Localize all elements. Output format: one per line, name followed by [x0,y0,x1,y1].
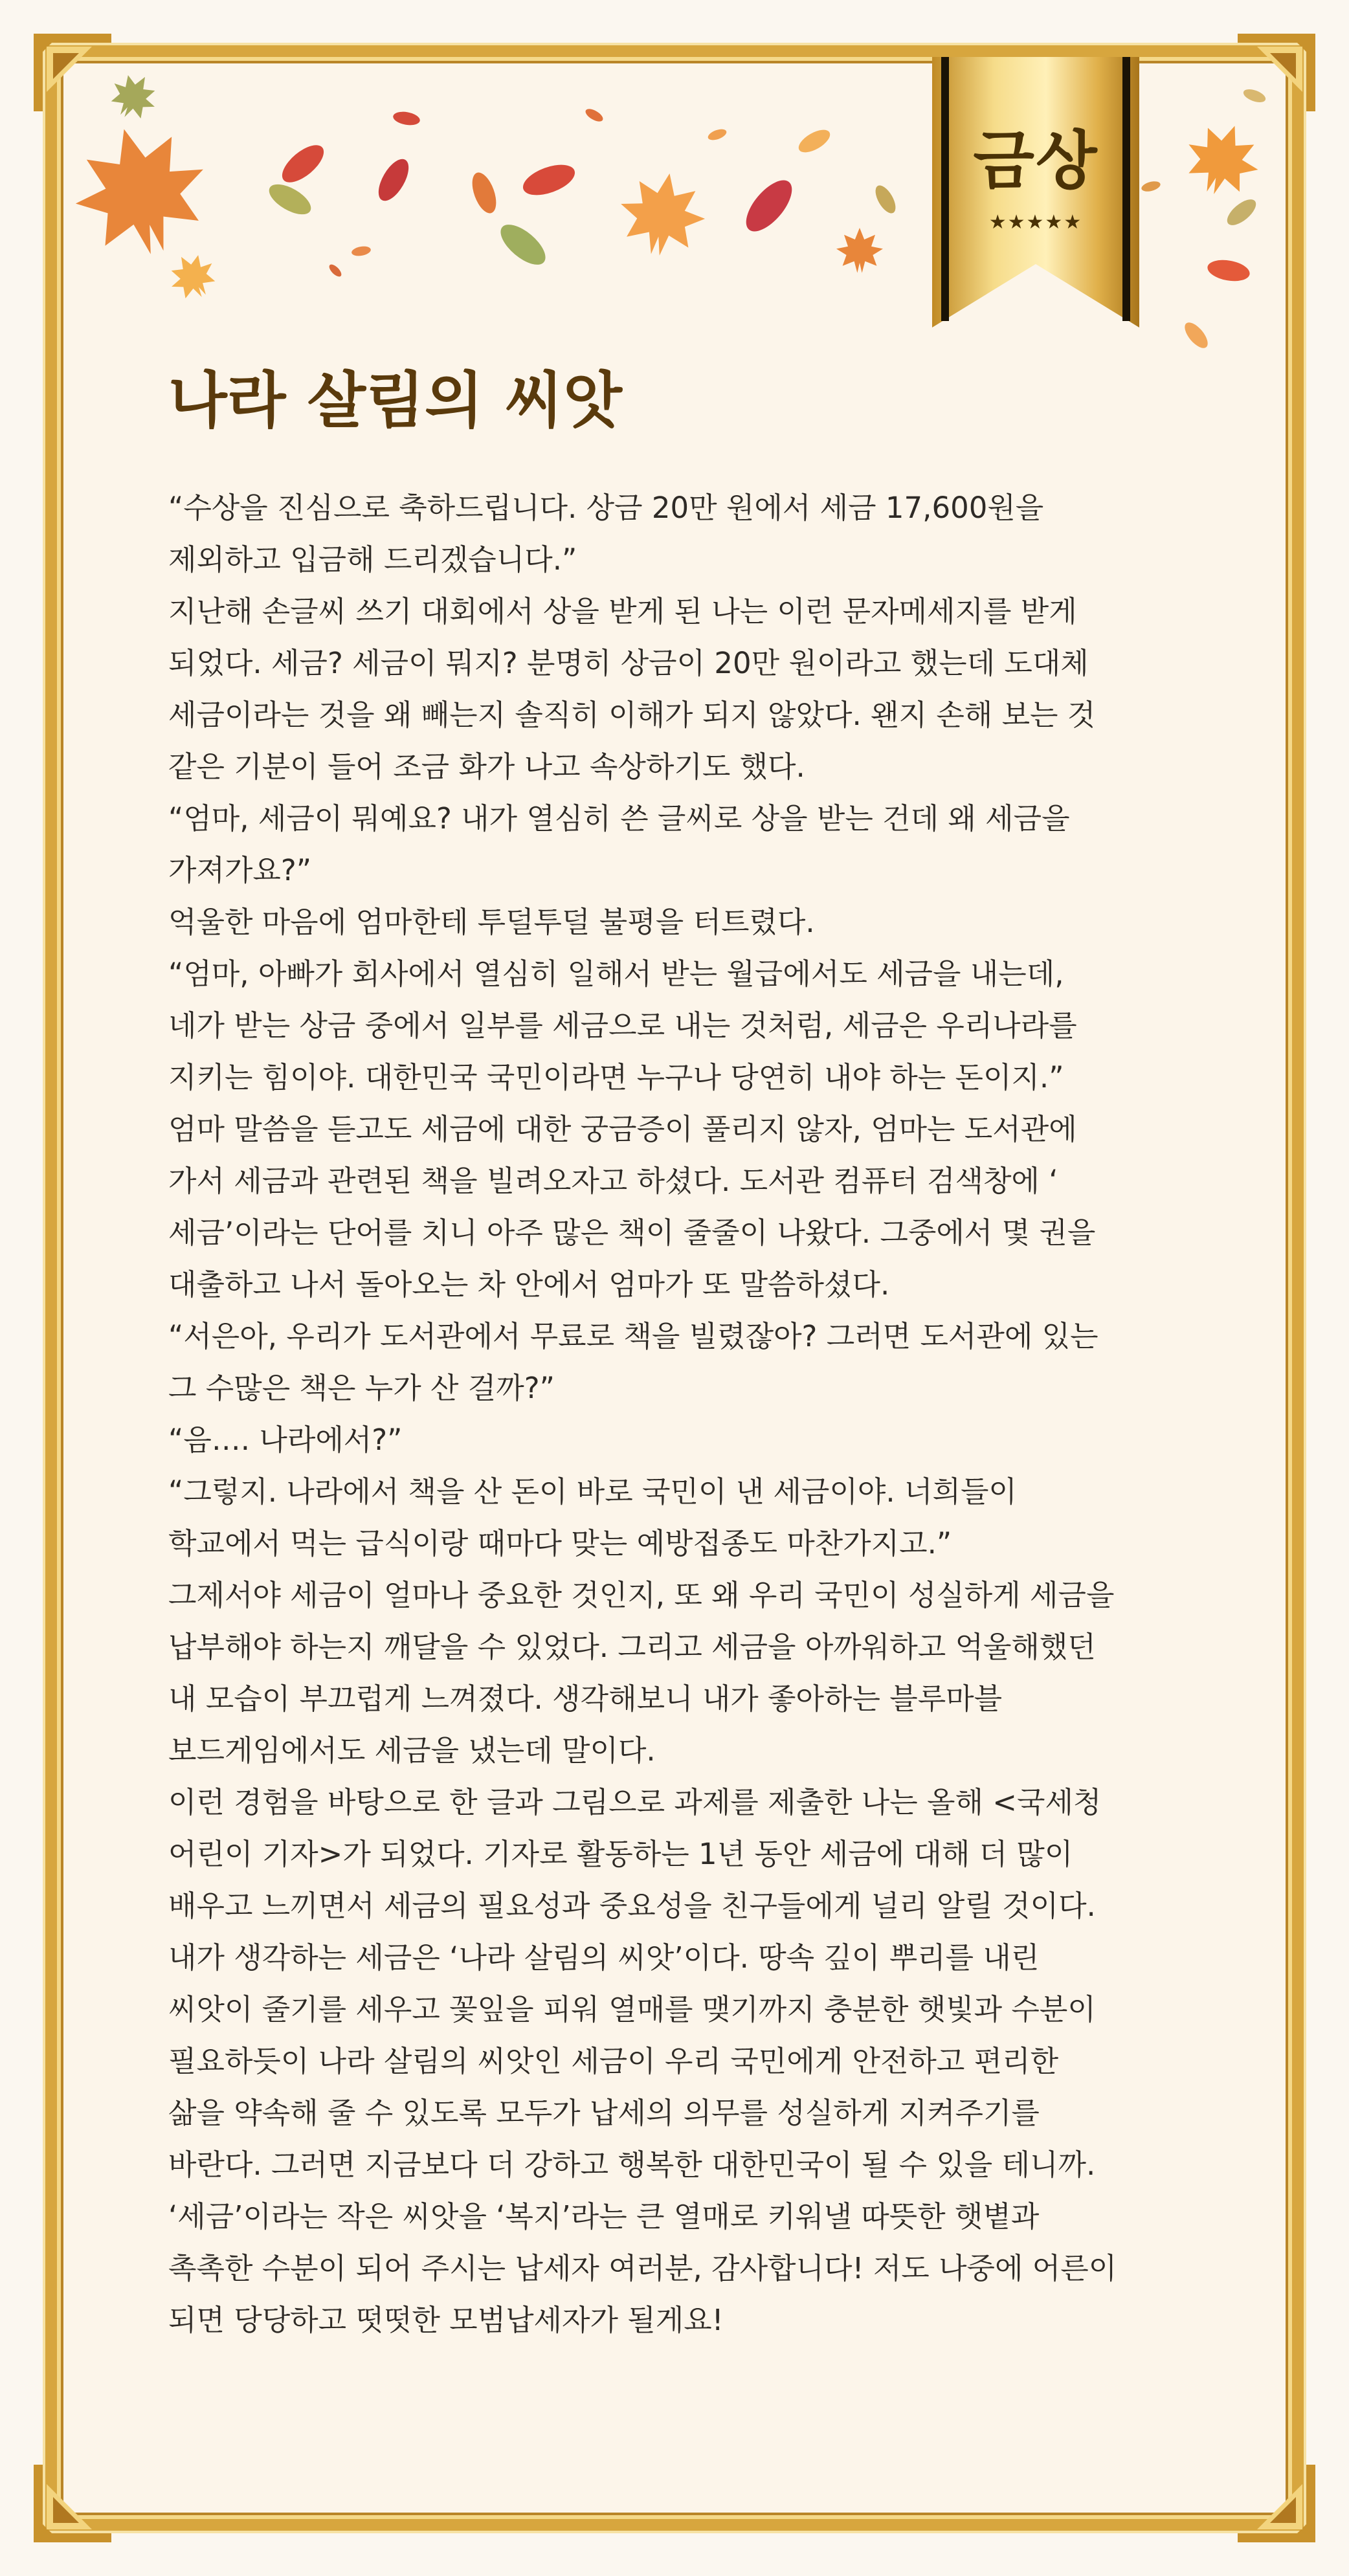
essay-line: 필요하듯이 나라 살림의 씨앗인 세금이 우리 국민에게 안전하고 편리한 [168,2044,1059,2078]
essay-line: 보드게임에서도 세금을 냈는데 말이다. [168,1733,656,1768]
essay-line: 같은 기분이 들어 조금 화가 나고 속상하기도 했다. [168,749,805,784]
essay-line: 지난해 손글씨 쓰기 대회에서 상을 받게 된 나는 이런 문자메세지를 받게 [168,594,1077,628]
essay-line: “엄마, 아빠가 회사에서 열심히 일해서 받는 월급에서도 세금을 내는데, [168,957,1064,991]
essay-line: 가서 세금과 관련된 책을 빌려오자고 하셨다. 도서관 컴퓨터 검색창에 ‘ [168,1164,1058,1198]
essay-title: 나라 살림의 씨앗 [168,366,623,436]
essay-line: 네가 받는 상금 중에서 일부를 세금으로 내는 것처럼, 세금은 우리나라를 [168,1008,1077,1043]
award-title: 금상 [973,124,1098,198]
essay-line: “서은아, 우리가 도서관에서 무료로 책을 빌렸잖아? 그러면 도서관에 있는 [168,1319,1098,1353]
essay-line: 되면 당당하고 떳떳한 모범납세자가 될게요! [168,2303,724,2337]
essay-line: 이런 경험을 바탕으로 한 글과 그림으로 과제를 제출한 나는 올해 <국세청 [168,1785,1102,1819]
essay-line: 지키는 힘이야. 대한민국 국민이라면 누구나 당연히 내야 하는 돈이지.” [168,1060,1064,1094]
essay-line: 되었다. 세금? 세금이 뭐지? 분명히 상금이 20만 원이라고 했는데 도대체 [168,646,1089,680]
essay-line: 제외하고 입금해 드리겠습니다.” [168,542,577,577]
essay-line: 씨앗이 줄기를 세우고 꽃잎을 피워 열매를 맺기까지 충분한 햇빛과 수분이 [168,1992,1096,2026]
essay-line: 바란다. 그러면 지금보다 더 강하고 행복한 대한민국이 될 수 있을 테니까. [168,2148,1096,2182]
gold-award-ribbon-badge [932,57,1139,328]
essay-line: 그제서야 세금이 얼마나 중요한 것인지, 또 왜 우리 국민이 성실하게 세금을 [168,1578,1115,1612]
essay-line: 내가 생각하는 세금은 ‘나라 살림의 씨앗’이다. 땅속 깊이 뿌리를 내린 [168,1940,1040,1975]
essay-line: “수상을 진심으로 축하드립니다. 상금 20만 원에서 세금 17,600원을 [168,491,1044,525]
essay-line: 삶을 약속해 줄 수 있도록 모두가 납세의 의무를 성실하게 지켜주기를 [168,2096,1040,2130]
essay-body [168,482,1204,2346]
star-rating: ★★★★★ [988,211,1083,234]
essay-line: “그렇지. 나라에서 책을 산 돈이 바로 국민이 낸 세금이야. 너희들이 [168,1474,1017,1509]
essay-line: 촉촉한 수분이 되어 주시는 납세자 여러분, 감사합니다! 저도 나중에 어른이 [168,2251,1117,2285]
essay-line: 납부해야 하는지 깨달을 수 있었다. 그리고 세금을 아까워하고 억울해했던 [168,1630,1096,1664]
frame-corner-ornament [1238,2465,1315,2542]
essay-line: “음…. 나라에서?” [168,1423,403,1457]
essay-line: 세금’이라는 단어를 치니 아주 많은 책이 줄줄이 나왔다. 그중에서 몇 권을 [168,1216,1096,1250]
essay-line: 배우고 느끼면서 세금의 필요성과 중요성을 친구들에게 널리 알릴 것이다. [168,1889,1096,1923]
essay-line: 대출하고 나서 돌아오는 차 안에서 엄마가 또 말씀하셨다. [168,1267,890,1302]
essay-line: 내 모습이 부끄럽게 느껴졌다. 생각해보니 내가 좋아하는 블루마블 [168,1682,1003,1716]
essay-line: 학교에서 먹는 급식이랑 때마다 맞는 예방접종도 마찬가지고.” [168,1526,952,1560]
essay-line: 가져가요?” [168,853,312,887]
essay-line: 그 수많은 책은 누가 산 걸까?” [168,1371,555,1405]
essay-line: 억울한 마음에 엄마한테 투덜투덜 불평을 터트렸다. [168,905,815,939]
essay-line: ‘세금’이라는 작은 씨앗을 ‘복지’라는 큰 열매로 키워낼 따뜻한 햇볕과 [168,2199,1040,2234]
essay-line: 세금이라는 것을 왜 빼는지 솔직히 이해가 되지 않았다. 왠지 손해 보는 것 [168,698,1096,732]
frame-corner-ornament [34,2465,111,2542]
essay-line: 엄마 말씀을 듣고도 세금에 대한 궁금증이 풀리지 않자, 엄마는 도서관에 [168,1112,1077,1146]
essay-line: “엄마, 세금이 뭐예요? 내가 열심히 쓴 글씨로 상을 받는 건데 왜 세금을 [168,801,1070,836]
essay-line: 어린이 기자>가 되었다. 기자로 활동하는 1년 동안 세금에 대해 더 많이 [168,1837,1073,1871]
